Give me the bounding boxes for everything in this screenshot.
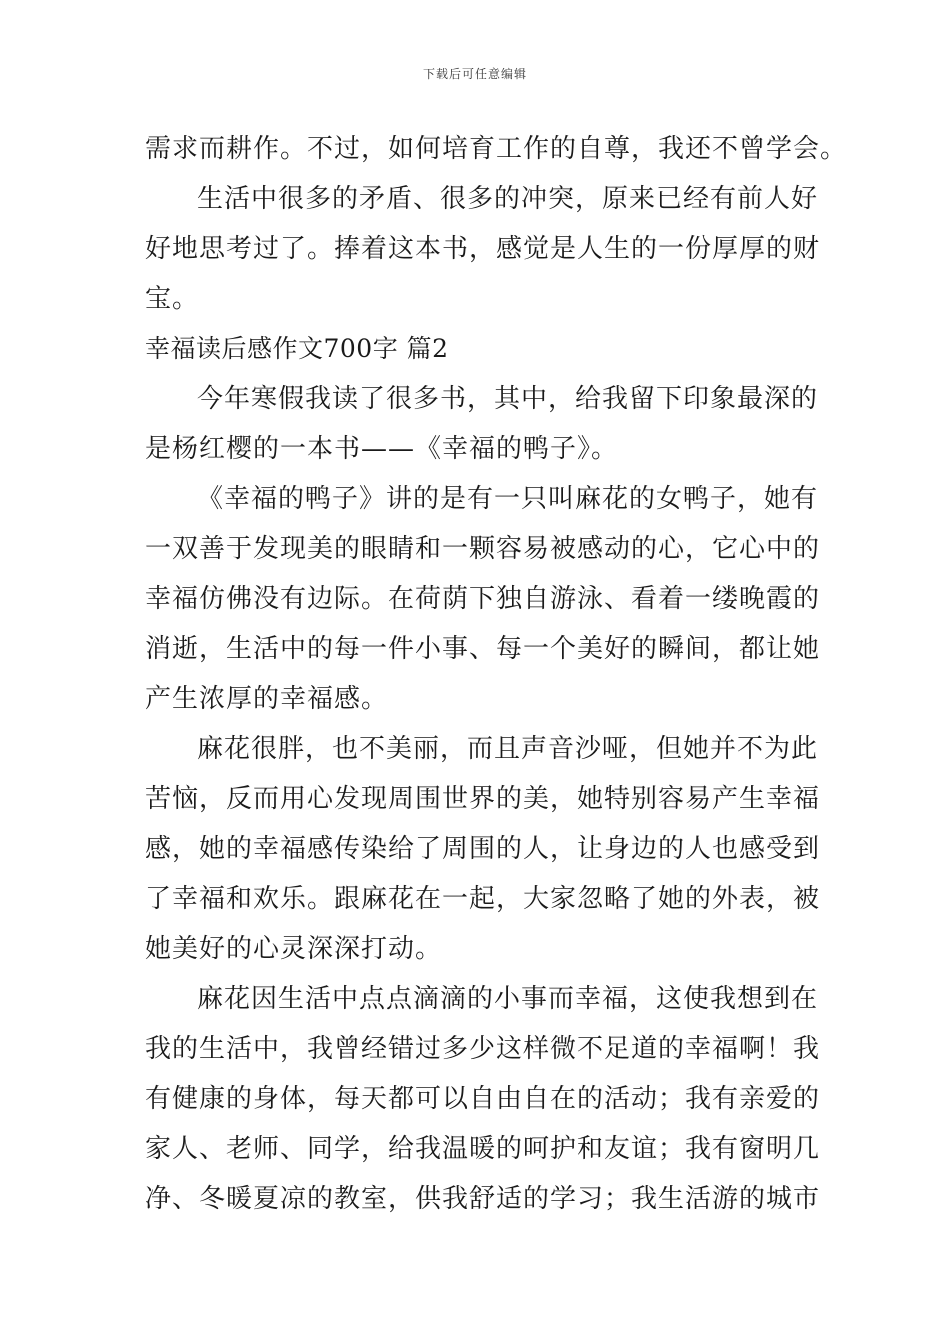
paragraph-first-line: 今年寒假我读了很多书，其中，给我留下印象最深的 <box>197 384 819 414</box>
text-line: 感，她的幸福感传染给了周围的人，让身边的人也感受到 <box>145 834 821 864</box>
document-body <box>145 124 848 1224</box>
text-line: 是杨红樱的一本书——《幸福的鸭子》。 <box>145 434 619 464</box>
paragraph-first-line: 生活中很多的矛盾、很多的冲突，原来已经有前人好 <box>197 184 819 214</box>
text-line: 有健康的身体，每天都可以自由自在的活动；我有亲爱的 <box>145 1084 821 1114</box>
paragraph-first-line: 《幸福的鸭子》讲的是有一只叫麻花的女鸭子，她有 <box>197 484 819 514</box>
text-line: 了幸福和欢乐。跟麻花在一起，大家忽略了她的外表，被 <box>145 884 821 914</box>
text-line: 产生浓厚的幸福感。 <box>145 684 389 714</box>
text-line: 一双善于发现美的眼睛和一颗容易被感动的心，它心中的 <box>145 534 821 564</box>
paragraph-first-line: 麻花因生活中点点滴滴的小事而幸福，这使我想到在 <box>197 984 819 1014</box>
text-line: 宝。 <box>145 284 200 314</box>
text-line: 她美好的心灵深深打动。 <box>145 934 443 964</box>
page-header: 下载后可任意编辑 <box>422 67 527 81</box>
section-heading: 幸福读后感作文700字 篇2 <box>145 334 449 363</box>
text-line: 消逝，生活中的每一件小事、每一个美好的瞬间，都让她 <box>145 634 821 664</box>
text-line: 苦恼，反而用心发现周围世界的美，她特别容易产生幸福 <box>145 784 821 814</box>
text-line: 好地思考过了。捧着这本书，感觉是人生的一份厚厚的财 <box>145 234 821 264</box>
text-line: 净、冬暖夏凉的教室，供我舒适的学习；我生活游的城市 <box>145 1184 821 1214</box>
text-line: 家人、老师、同学，给我温暖的呵护和友谊；我有窗明几 <box>145 1134 821 1164</box>
paragraph-first-line: 麻花很胖，也不美丽，而且声音沙哑，但她并不为此 <box>197 734 819 764</box>
text-line: 幸福仿佛没有边际。在荷荫下独自游泳、看着一缕晚霞的 <box>145 584 821 614</box>
text-line: 我的生活中，我曾经错过多少这样微不足道的幸福啊！我 <box>145 1034 821 1064</box>
text-line: 需求而耕作。不过，如何培育工作的自尊，我还不曾学会。 <box>145 134 848 164</box>
